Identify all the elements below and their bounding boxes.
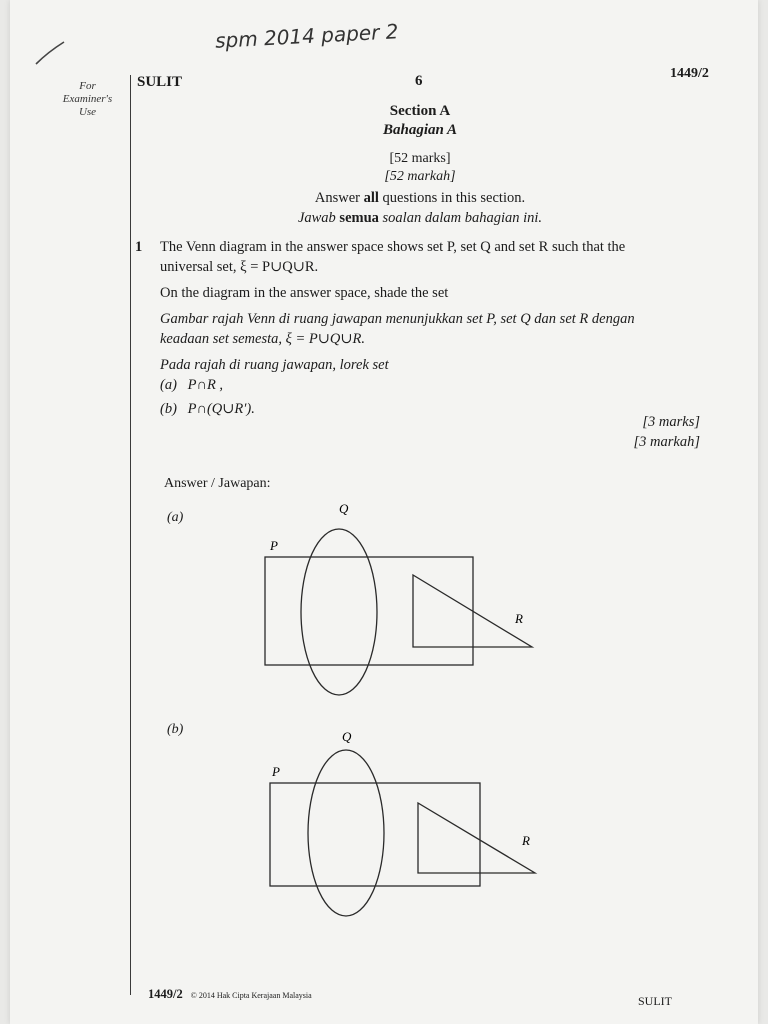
instruction-emphasis: semua [339,210,379,226]
label-r: R [515,611,523,626]
instruction-text: questions in this section. [378,190,526,206]
question-line-ms: Gambar rajah Venn di ruang jawapan menunjukkan set P, set Q dan set R dengan [160,311,635,327]
label-p: P [270,538,278,553]
part-a-label: (a) [160,377,177,393]
handwritten-note: spm 2014 paper 2 [214,19,399,53]
question-line-ms: keadaan set semesta, ξ = P∪Q∪R. [160,331,365,347]
instruction-emphasis: all [363,190,379,206]
marks-en: [3 marks] [642,414,700,430]
footer-copyright: © 2014 Hak Cipta Kerajaan Malaysia [190,991,312,1000]
diagram-b-label: (b) [167,722,184,737]
label-q: Q [339,501,349,516]
venn-diagram-b [250,728,550,928]
margin-label-line: For [79,80,96,92]
margin-label-line: Examiner's [62,93,113,105]
set-q-ellipse [308,750,384,916]
question-marks [550,412,700,452]
question-line: On the diagram in the answer space, shade the set [160,285,449,301]
header-sulit: SULIT [137,74,183,90]
instruction-text: soalan dalam bahagian ini. [378,210,543,226]
diagram-a-label: (a) [167,510,184,525]
section-marks: [52 marks] [389,151,451,166]
question-number: 1 [135,239,143,255]
part-a [160,375,720,395]
section-title: Section A [389,103,451,119]
paper-code: 1449/2 [670,66,709,81]
question-body [160,237,720,419]
examiner-margin-label [50,80,125,119]
part-b-label: (b) [160,401,177,417]
footer-sulit: SULIT [638,994,672,1008]
set-r-triangle [418,803,535,873]
footer-left [148,985,312,1003]
instruction-text: Jawab [297,210,340,226]
margin-divider [130,75,131,995]
page-number: 6 [415,73,423,89]
question-line-ms: Pada rajah di ruang jawapan, lorek set [160,357,389,373]
label-r: R [522,833,530,848]
instruction-ms [210,208,630,228]
set-q-ellipse [301,529,377,695]
label-q: Q [342,729,352,744]
pen-tick-mark [30,38,70,68]
instruction-text: Answer [314,190,364,206]
instruction-en [210,188,630,208]
set-p-rectangle [265,557,473,665]
set-p-rectangle [270,783,480,886]
part-a-expression: P∩R , [187,377,224,393]
section-marks-ms: [52 markah] [384,169,456,184]
marks-ms: [3 markah] [633,434,700,450]
exam-page [10,0,758,1024]
question-line: The Venn diagram in the answer space shows set P, set Q and set R such that the [160,239,626,255]
answer-label: Answer / Jawapan: [164,476,271,491]
section-title-ms: Bahagian A [382,122,458,138]
margin-label-line: Use [78,106,97,118]
footer-code: 1449/2 [148,987,183,1001]
instructions [210,188,630,228]
section-heading [280,102,560,186]
venn-diagram-a [250,495,550,705]
part-b-expression: P∩(Q∪R′). [187,401,255,417]
question-line: universal set, ξ = P∪Q∪R. [160,259,319,275]
label-p: P [272,764,280,779]
